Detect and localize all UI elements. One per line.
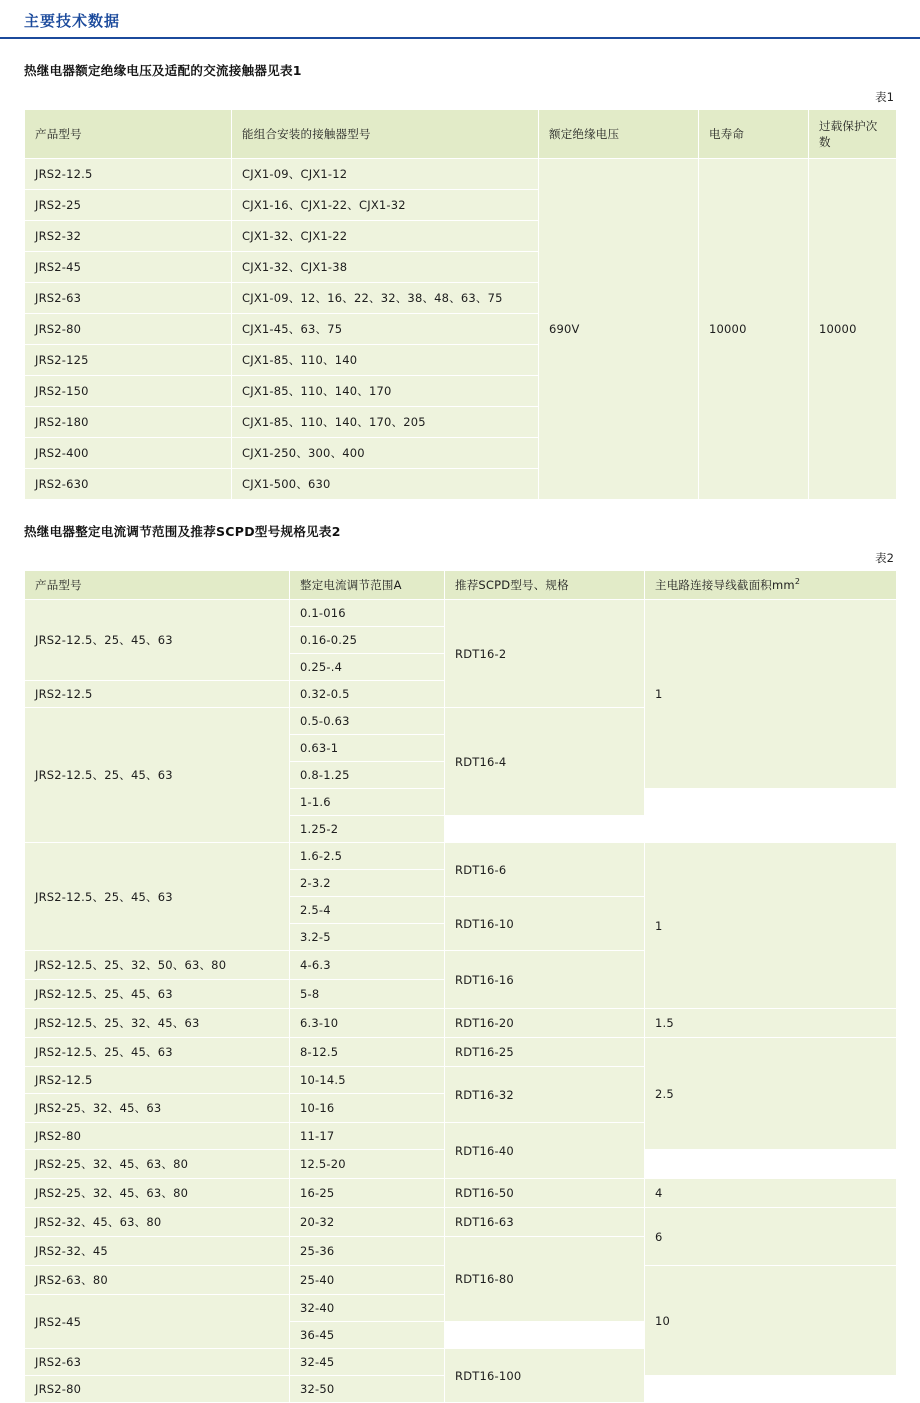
cell-product-model: JRS2-63、80	[25, 1266, 290, 1295]
cell-current-range: 2-3.2	[290, 870, 445, 897]
cell-scpd-model: RDT16-63	[445, 1208, 645, 1237]
cell-current-range: 5-8	[290, 980, 445, 1009]
cell-product-model: JRS2-25	[25, 190, 232, 221]
cell-current-range: 0.63-1	[290, 735, 445, 762]
th-scpd-model: 推荐SCPD型号、规格	[445, 571, 645, 600]
cell-scpd-model: RDT16-40	[445, 1123, 645, 1179]
cell-current-range: 12.5-20	[290, 1150, 445, 1179]
cell-insulation-voltage: 690V	[539, 159, 699, 500]
cell-product-model: JRS2-63	[25, 283, 232, 314]
cell-wire-area: 10	[645, 1266, 897, 1376]
cell-current-range: 0.25-.4	[290, 654, 445, 681]
cell-current-range: 0.8-1.25	[290, 762, 445, 789]
cell-product-model: JRS2-12.5、25、45、63	[25, 980, 290, 1009]
th-contactor-model: 能组合安装的接触器型号	[232, 110, 539, 159]
cell-wire-area: 1.5	[645, 1009, 897, 1038]
cell-scpd-model: RDT16-32	[445, 1067, 645, 1123]
table-insulation-voltage	[24, 109, 897, 500]
cell-scpd-model: RDT16-100	[445, 1349, 645, 1403]
cell-current-range: 3.2-5	[290, 924, 445, 951]
cell-product-model: JRS2-125	[25, 345, 232, 376]
cell-current-range: 0.5-0.63	[290, 708, 445, 735]
cell-current-range: 1-1.6	[290, 789, 445, 816]
table-row	[25, 1009, 897, 1038]
cell-contactor-model: CJX1-85、110、140、170	[232, 376, 539, 407]
table2-body	[25, 600, 897, 1403]
cell-electrical-life: 10000	[699, 159, 809, 500]
cell-current-range: 16-25	[290, 1179, 445, 1208]
cell-current-range: 25-36	[290, 1237, 445, 1266]
cell-overload-times: 10000	[809, 159, 897, 500]
cell-scpd-model: RDT16-10	[445, 897, 645, 951]
cell-product-model: JRS2-12.5、25、32、50、63、80	[25, 951, 290, 980]
cell-product-model: JRS2-32、45、63、80	[25, 1208, 290, 1237]
cell-contactor-model: CJX1-32、CJX1-22	[232, 221, 539, 252]
cell-product-model: JRS2-25、32、45、63、80	[25, 1150, 290, 1179]
cell-contactor-model: CJX1-85、110、140、170、205	[232, 407, 539, 438]
cell-current-range: 20-32	[290, 1208, 445, 1237]
cell-product-model: JRS2-12.5、25、45、63	[25, 600, 290, 681]
table1-body	[25, 159, 897, 500]
cell-current-range: 6.3-10	[290, 1009, 445, 1038]
cell-current-range: 36-45	[290, 1322, 445, 1349]
cell-product-model: JRS2-150	[25, 376, 232, 407]
th-wire-area	[645, 571, 897, 600]
cell-scpd-model: RDT16-4	[445, 708, 645, 816]
cell-product-model: JRS2-12.5、25、32、45、63	[25, 1009, 290, 1038]
th-insulation-voltage: 额定绝缘电压	[539, 110, 699, 159]
cell-contactor-model: CJX1-09、CJX1-12	[232, 159, 539, 190]
cell-current-range: 8-12.5	[290, 1038, 445, 1067]
cell-current-range: 10-16	[290, 1094, 445, 1123]
table-row	[25, 600, 897, 627]
cell-product-model: JRS2-12.5	[25, 681, 290, 708]
table2-head	[25, 571, 897, 600]
table2-caption: 表2	[875, 551, 894, 565]
cell-wire-area: 6	[645, 1208, 897, 1266]
table-row	[25, 159, 897, 190]
cell-product-model: JRS2-25、32、45、63	[25, 1094, 290, 1123]
cell-product-model: JRS2-80	[25, 1123, 290, 1150]
cell-product-model: JRS2-12.5	[25, 159, 232, 190]
cell-contactor-model: CJX1-45、63、75	[232, 314, 539, 345]
cell-scpd-model: RDT16-2	[445, 600, 645, 708]
table-row	[25, 1179, 897, 1208]
table-header-row	[25, 110, 897, 159]
cell-contactor-model: CJX1-500、630	[232, 469, 539, 500]
cell-scpd-model: RDT16-16	[445, 951, 645, 1009]
table-row	[25, 1208, 897, 1237]
cell-product-model: JRS2-12.5、25、45、63	[25, 708, 290, 843]
cell-product-model: JRS2-80	[25, 314, 232, 345]
table-header-row	[25, 571, 897, 600]
cell-product-model: JRS2-180	[25, 407, 232, 438]
cell-scpd-model: RDT16-25	[445, 1038, 645, 1067]
cell-current-range: 0.1-016	[290, 600, 445, 627]
cell-product-model: JRS2-12.5、25、45、63	[25, 1038, 290, 1067]
cell-product-model: JRS2-12.5	[25, 1067, 290, 1094]
document-content	[0, 61, 920, 1403]
cell-product-model: JRS2-45	[25, 252, 232, 283]
cell-wire-area: 2.5	[645, 1038, 897, 1150]
th-electrical-life: 电寿命	[699, 110, 809, 159]
cell-product-model: JRS2-45	[25, 1295, 290, 1349]
table1-head	[25, 110, 897, 159]
cell-wire-area: 4	[645, 1179, 897, 1208]
cell-product-model: JRS2-12.5、25、45、63	[25, 843, 290, 951]
cell-contactor-model: CJX1-32、CJX1-38	[232, 252, 539, 283]
cell-product-model: JRS2-630	[25, 469, 232, 500]
cell-current-range: 32-40	[290, 1295, 445, 1322]
cell-current-range: 0.32-0.5	[290, 681, 445, 708]
cell-current-range: 2.5-4	[290, 897, 445, 924]
cell-wire-area: 1	[645, 600, 897, 789]
th-wire-area-text: 主电路连接导线截面积mm	[655, 578, 795, 592]
cell-contactor-model: CJX1-16、CJX1-22、CJX1-32	[232, 190, 539, 221]
cell-current-range: 0.16-0.25	[290, 627, 445, 654]
th-overload-times: 过载保护次数	[809, 110, 897, 159]
cell-contactor-model: CJX1-85、110、140	[232, 345, 539, 376]
cell-scpd-model: RDT16-20	[445, 1009, 645, 1038]
cell-scpd-model: RDT16-80	[445, 1237, 645, 1322]
th-product-model: 产品型号	[25, 571, 290, 600]
section2-heading: 热继电器整定电流调节范围及推荐SCPD型号规格见表2	[24, 524, 341, 539]
cell-current-range: 25-40	[290, 1266, 445, 1295]
th-product-model: 产品型号	[25, 110, 232, 159]
cell-contactor-model: CJX1-250、300、400	[232, 438, 539, 469]
cell-current-range: 11-17	[290, 1123, 445, 1150]
cell-current-range: 1.6-2.5	[290, 843, 445, 870]
table1-caption: 表1	[875, 90, 894, 104]
cell-current-range: 10-14.5	[290, 1067, 445, 1094]
cell-product-model: JRS2-25、32、45、63、80	[25, 1179, 290, 1208]
cell-contactor-model: CJX1-09、12、16、22、32、38、48、63、75	[232, 283, 539, 314]
table-row	[25, 843, 897, 870]
cell-current-range: 1.25-2	[290, 816, 445, 843]
cell-current-range: 32-45	[290, 1349, 445, 1376]
th-wire-area-sup: 2	[794, 577, 801, 587]
cell-product-model: JRS2-80	[25, 1376, 290, 1403]
cell-product-model: JRS2-32	[25, 221, 232, 252]
cell-product-model: JRS2-400	[25, 438, 232, 469]
cell-product-model: JRS2-32、45	[25, 1237, 290, 1266]
cell-wire-area: 1	[645, 843, 897, 1009]
cell-scpd-model: RDT16-50	[445, 1179, 645, 1208]
cell-current-range: 32-50	[290, 1376, 445, 1403]
table-row	[25, 1038, 897, 1067]
document-header	[0, 0, 920, 39]
cell-product-model: JRS2-63	[25, 1349, 290, 1376]
cell-current-range: 4-6.3	[290, 951, 445, 980]
section1-heading: 热继电器额定绝缘电压及适配的交流接触器见表1	[24, 63, 302, 78]
th-current-range: 整定电流调节范围A	[290, 571, 445, 600]
table-current-range	[24, 570, 897, 1403]
page-title: 主要技术数据	[24, 12, 121, 30]
cell-scpd-model: RDT16-6	[445, 843, 645, 897]
